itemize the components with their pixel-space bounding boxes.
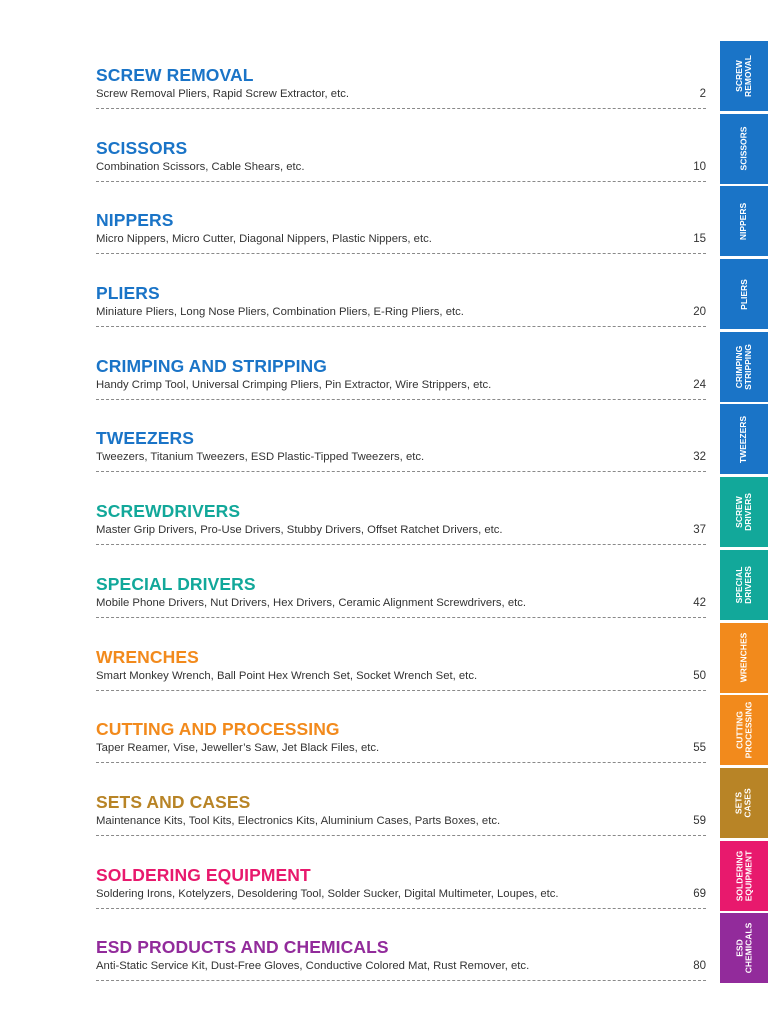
section-tab-label xyxy=(735,923,753,974)
section-tab[interactable] xyxy=(720,332,768,402)
section-tab[interactable] xyxy=(720,913,768,983)
section-tab-label-line: CUTTING xyxy=(734,711,744,750)
toc-entry-description: Mobile Phone Drivers, Nut Drivers, Hex Drivers, Ceramic Alignment Screwdrivers, etc. xyxy=(96,596,527,609)
section-tab-label xyxy=(739,203,748,240)
toc-entry-row xyxy=(96,231,706,247)
toc-entry-description: Handy Crimp Tool, Universal Crimping Pliers, Pin Extractor, Wire Strippers, etc. xyxy=(96,378,492,391)
toc-entry-page-number[interactable]: 15 xyxy=(693,233,706,246)
section-tab-label-line: SCREW xyxy=(734,60,744,92)
toc-entry-description: Master Grip Drivers, Pro-Use Drivers, Stubby Drivers, Offset Ratchet Drivers, etc. xyxy=(96,524,503,537)
section-tabs xyxy=(720,41,768,986)
section-tab-label-line: CASES xyxy=(742,788,753,818)
section-tab[interactable] xyxy=(720,623,768,693)
section-tab-label-line: STRIPPING xyxy=(743,343,753,390)
section-tab-label-line: SOLDERING xyxy=(734,850,744,901)
toc-entry-page-number[interactable]: 2 xyxy=(699,88,706,100)
toc-entry[interactable] xyxy=(96,934,706,1007)
section-tab-label-line: PLIERS xyxy=(738,278,749,310)
toc-entry[interactable] xyxy=(96,207,706,280)
section-tab[interactable] xyxy=(720,404,768,474)
toc-entry-page-number[interactable]: 55 xyxy=(693,742,706,755)
dashed-divider xyxy=(96,108,706,109)
toc-entry-row xyxy=(96,813,706,829)
toc-entry[interactable] xyxy=(96,425,706,498)
dashed-divider xyxy=(96,181,706,182)
toc-entry-description: Tweezers, Titanium Tweezers, ESD Plastic-Tipped Tweezers, etc. xyxy=(96,451,425,464)
section-tab[interactable] xyxy=(720,186,768,256)
toc-entry-page-number[interactable]: 20 xyxy=(693,306,706,319)
toc-entry-description: Micro Nippers, Micro Cutter, Diagonal Nippers, Plastic Nippers, etc. xyxy=(96,233,432,246)
section-tab[interactable] xyxy=(720,41,768,111)
toc-entry-row xyxy=(96,886,706,902)
toc-entry[interactable] xyxy=(96,571,706,644)
dashed-divider xyxy=(96,835,706,836)
toc-entry[interactable] xyxy=(96,862,706,935)
toc-entry-row xyxy=(96,740,706,756)
toc-entry-title[interactable]: WRENCHES xyxy=(96,646,199,667)
toc-entry-page-number[interactable]: 37 xyxy=(693,524,706,537)
toc-entry-page-number[interactable]: 10 xyxy=(693,160,706,173)
section-tab[interactable] xyxy=(720,477,768,547)
toc-entry-description: Anti-Static Service Kit, Dust-Free Gloves, Conductive Colored Mat, Rust Remover, etc. xyxy=(96,960,530,973)
section-tab-label xyxy=(735,702,753,759)
toc-entry-row xyxy=(96,159,706,175)
dashed-divider xyxy=(96,980,706,981)
toc-entry-page-number[interactable]: 69 xyxy=(693,887,706,900)
toc-entry-title[interactable]: SPECIAL DRIVERS xyxy=(96,573,256,594)
section-tab-label-line: SCISSORS xyxy=(738,126,749,171)
section-tab-label-line: DRIVERS xyxy=(742,565,753,604)
section-tab-label-line: SPECIAL xyxy=(733,566,744,604)
section-tab-label-line: ESD xyxy=(734,939,744,957)
dashed-divider xyxy=(96,253,706,254)
toc-entry[interactable] xyxy=(96,644,706,717)
section-tab-label-line: SETS xyxy=(733,791,744,814)
section-tab[interactable] xyxy=(720,550,768,620)
toc-entry-description: Combination Scissors, Cable Shears, etc. xyxy=(96,160,305,173)
toc-entry-title[interactable]: SCISSORS xyxy=(96,137,188,158)
toc-entry-description: Screw Removal Pliers, Rapid Screw Extractor, etc. xyxy=(96,88,350,100)
section-tab-label-line: EQUIPMENT xyxy=(743,850,753,901)
dashed-divider xyxy=(96,471,706,472)
toc-entry-page-number[interactable]: 50 xyxy=(693,669,706,682)
toc-entry-row xyxy=(96,377,706,393)
toc-entry[interactable] xyxy=(96,716,706,789)
dashed-divider xyxy=(96,326,706,327)
dashed-divider xyxy=(96,690,706,691)
toc-entry-title[interactable]: SETS AND CASES xyxy=(96,791,251,812)
toc-entry-title[interactable]: SCREW REMOVAL xyxy=(96,65,254,85)
table-of-contents xyxy=(96,62,706,1007)
toc-entry-title[interactable]: SCREWDRIVERS xyxy=(96,501,241,522)
toc-entry-row xyxy=(96,522,706,538)
toc-entry-description: Smart Monkey Wrench, Ball Point Hex Wrench Set, Socket Wrench Set, etc. xyxy=(96,669,478,682)
toc-entry[interactable] xyxy=(96,135,706,208)
toc-entry-title[interactable]: CUTTING AND PROCESSING xyxy=(96,719,340,740)
toc-entry-description: Miniature Pliers, Long Nose Pliers, Combination Pliers, E-Ring Pliers, etc. xyxy=(96,306,464,319)
toc-entry-row xyxy=(96,668,706,684)
toc-entry[interactable] xyxy=(96,789,706,862)
section-tab[interactable] xyxy=(720,114,768,184)
section-tab-label xyxy=(735,850,753,901)
section-tab[interactable] xyxy=(720,695,768,765)
section-tab-label xyxy=(735,344,753,390)
dashed-divider xyxy=(96,762,706,763)
toc-entry-page-number[interactable]: 32 xyxy=(693,451,706,464)
toc-entry-title[interactable]: TWEEZERS xyxy=(96,428,195,449)
toc-entry-title[interactable]: PLIERS xyxy=(96,283,160,304)
toc-entry-title[interactable]: SOLDERING EQUIPMENT xyxy=(96,864,311,885)
toc-entry-row xyxy=(96,449,706,465)
toc-entry-description: Maintenance Kits, Tool Kits, Electronics Kits, Aluminium Cases, Parts Boxes, etc. xyxy=(96,814,501,827)
dashed-divider xyxy=(96,544,706,545)
toc-entry-row xyxy=(96,86,706,102)
section-tab-label-line: SCREW xyxy=(733,496,744,528)
toc-entry-description: Soldering Irons, Kotelyzers, Desoldering Tool, Solder Sucker, Digital Multimeter, Loupes, etc. xyxy=(96,887,559,900)
toc-entry[interactable] xyxy=(96,353,706,426)
section-tab-label xyxy=(735,55,753,97)
dashed-divider xyxy=(96,399,706,400)
toc-entry[interactable] xyxy=(96,280,706,353)
toc-entry-row xyxy=(96,595,706,611)
toc-entry[interactable] xyxy=(96,498,706,571)
section-tab-label xyxy=(740,633,749,683)
toc-entry-row xyxy=(96,958,706,974)
section-tab[interactable] xyxy=(720,259,768,329)
section-tab-label xyxy=(740,127,749,171)
section-tab-label xyxy=(735,493,753,531)
toc-entry-page-number[interactable]: 42 xyxy=(693,596,706,609)
section-tab-label-line: TWEEZERS xyxy=(738,415,749,464)
section-tab[interactable] xyxy=(720,768,768,838)
section-tab-label xyxy=(739,416,748,463)
toc-entry-title[interactable]: ESD PRODUCTS AND CHEMICALS xyxy=(96,937,389,958)
section-tab[interactable] xyxy=(720,841,768,911)
dashed-divider xyxy=(96,617,706,618)
section-tab-label-line: DRIVERS xyxy=(742,493,753,532)
toc-entry-title[interactable]: CRIMPING AND STRIPPING xyxy=(96,355,328,376)
toc-entry[interactable] xyxy=(96,62,706,135)
section-tab-label-line: REMOVAL xyxy=(743,55,753,97)
section-tab-label-line: CRIMPING xyxy=(734,345,744,388)
section-tab-label-line: NIPPERS xyxy=(738,202,749,241)
section-tab-label-line: CHEMICALS xyxy=(743,922,753,974)
toc-entry-title[interactable]: NIPPERS xyxy=(96,210,174,231)
toc-entry-description: Taper Reamer, Vise, Jeweller’s Saw, Jet Black Files, etc. xyxy=(96,742,380,755)
dashed-divider xyxy=(96,908,706,909)
toc-entry-page-number[interactable]: 59 xyxy=(693,814,706,827)
section-tab-label xyxy=(739,279,748,310)
section-tab-label xyxy=(735,566,753,604)
toc-entry-page-number[interactable]: 80 xyxy=(693,960,706,973)
section-tab-label xyxy=(735,788,753,817)
section-tab-label-line: PROCESSING xyxy=(743,701,753,759)
toc-entry-page-number[interactable]: 24 xyxy=(693,378,706,391)
section-tab-label-line: WRENCHES xyxy=(738,632,749,683)
toc-entry-row xyxy=(96,304,706,320)
